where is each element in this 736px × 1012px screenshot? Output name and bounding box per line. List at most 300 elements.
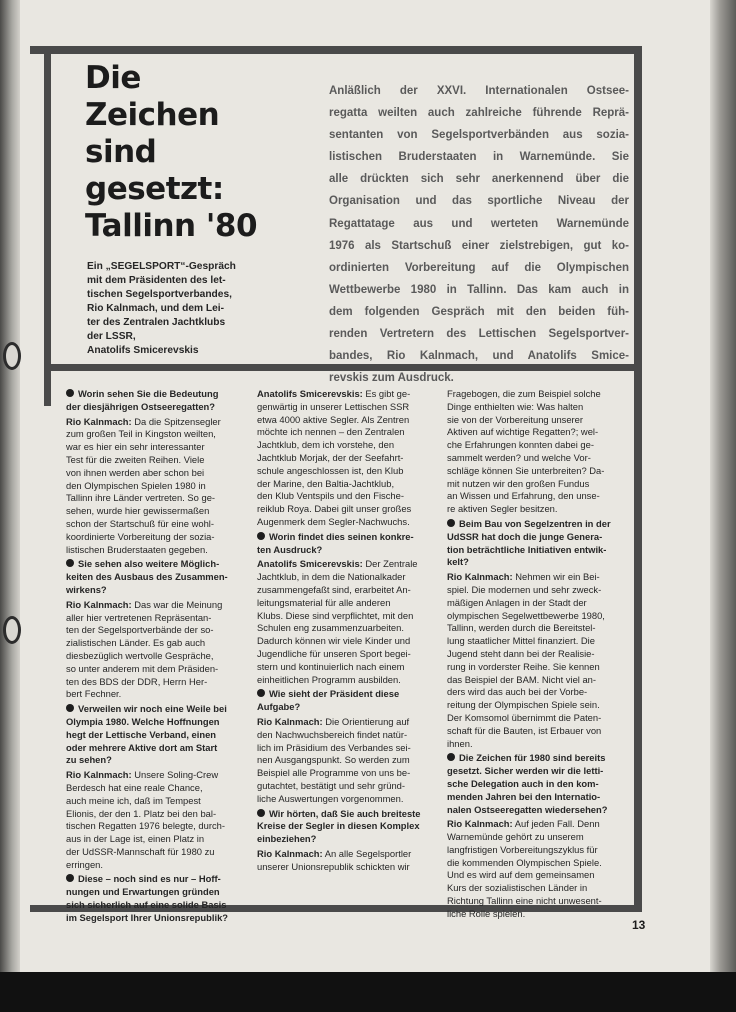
- speaker-name: Rio Kalnmach:: [257, 847, 323, 859]
- line-text: ten der Segelsportverbände der so-: [66, 624, 214, 636]
- line-text: oder mehrere Aktive dort am Start: [66, 741, 218, 753]
- line-text: che Erfahrungen konnten dabei ge-: [447, 439, 594, 451]
- line-text: koordinierte Vorbereitung der sozia-: [66, 530, 215, 542]
- text-line: [66, 676, 247, 689]
- text-line: [66, 754, 247, 767]
- line-text: reitung der Olympischen Spiele sein.: [447, 699, 600, 711]
- text-line: [66, 899, 247, 912]
- article-subtitle: [87, 260, 287, 358]
- text-line: [66, 401, 247, 414]
- speaker-name: Rio Kalnmach:: [447, 571, 513, 583]
- line-text: liche Rolle spielen.: [447, 907, 526, 919]
- intro-line: Wettbewerbe 1980 in Tallinn. Das kam auch in: [329, 283, 629, 296]
- text-line: [66, 886, 247, 899]
- subtitle-line: ter des Zentralen Jachtklubs: [87, 317, 226, 328]
- text-line: [447, 908, 625, 921]
- text-line: [257, 767, 437, 780]
- line-text: war es hier ein sehr interessanter: [66, 441, 205, 453]
- line-text: langfristigen Vorbereitungszyklus für: [447, 843, 598, 855]
- text-line: [257, 688, 437, 701]
- text-line: [66, 650, 247, 663]
- text-line: [257, 584, 437, 597]
- intro-line: renden Vertretern des Lettischen Segelsportver-: [329, 328, 629, 341]
- line-text: Jachtklub, in dem die Nationalkader: [257, 571, 406, 583]
- text-line: [66, 808, 247, 821]
- line-text: Jugendliche für unseren Sport begei-: [257, 647, 411, 659]
- line-text: Aufgabe?: [257, 701, 301, 713]
- text-line: [257, 516, 437, 529]
- binder-ring-icon: [3, 342, 21, 370]
- text-line: [257, 401, 437, 414]
- line-text: Jugend steht dann bei der Realisie-: [447, 647, 595, 659]
- line-text: Schulen eng zusammenzuarbeiten.: [257, 622, 404, 634]
- line-text: stern und kontinuierlich nach einem: [257, 660, 405, 672]
- text-line: [447, 544, 625, 557]
- interview-question: [66, 388, 247, 414]
- text-line: [66, 729, 247, 742]
- speaker-name: Anatolifs Smicerevskis:: [257, 388, 363, 399]
- line-text: von ihnen werden aber schon bei: [66, 466, 205, 478]
- line-text: Fragebogen, die zum Beispiel solche: [447, 388, 601, 399]
- text-line: [447, 752, 625, 765]
- text-line: [447, 571, 625, 584]
- line-text: Das war die Meinung: [131, 598, 223, 610]
- line-text: diesbezüglich wertvolle Gespräche,: [66, 649, 214, 661]
- text-line: [447, 648, 625, 661]
- line-text: Tallinn ihre Länder vertreten. So ge-: [66, 492, 216, 504]
- line-text: auch meine ich, daß im Tempest: [66, 794, 201, 806]
- line-text: Aktiven auf wichtige Regatten?; wel-: [447, 426, 599, 438]
- line-text: sche Delegation auch in den kom-: [447, 777, 599, 789]
- line-text: re aktiven Segler besitzen.: [447, 503, 558, 515]
- intro-line: listischen Bruderstaaten in Warnemünde. Sie: [329, 151, 629, 164]
- text-line: [66, 859, 247, 872]
- line-text: Die Orientierung auf: [322, 715, 410, 727]
- text-line: [66, 833, 247, 846]
- line-text: zialistischen Länder. Es gab auch: [66, 637, 206, 649]
- speaker-name: Anatolifs Smicerevskis:: [257, 558, 363, 570]
- title-line: sind: [85, 134, 157, 170]
- text-line: [447, 556, 625, 569]
- text-line: [447, 712, 625, 725]
- line-text: Es gibt ge-: [362, 388, 411, 399]
- interview-question: [257, 531, 437, 557]
- subtitle-line: mit dem Präsidenten des let-: [87, 275, 226, 286]
- text-line: [447, 388, 625, 401]
- line-text: Wie sieht der Präsident diese: [269, 688, 400, 700]
- line-text: an Wissen und Erfahrung, den unse-: [447, 490, 600, 502]
- line-text: Diese – noch sind es nur – Hoff-: [78, 873, 221, 885]
- frame-rule-top: [30, 46, 641, 54]
- subtitle-line: Ein „SEGELSPORT“-Gespräch: [87, 261, 236, 272]
- text-line: [257, 490, 437, 503]
- text-line: [257, 503, 437, 516]
- text-line: [447, 765, 625, 778]
- line-text: das Beispiel der BAM. Nicht viel an-: [447, 673, 597, 685]
- line-text: rung in vorderster Reihe. Sie kennen: [447, 660, 600, 672]
- line-text: gesetzt. Sicher werden wir die letti-: [447, 765, 604, 777]
- line-text: Warnemünde gehört zu unserem: [447, 831, 584, 843]
- bullet-icon: [257, 689, 265, 697]
- text-line: [447, 844, 625, 857]
- text-line: [257, 414, 437, 427]
- text-line: [66, 518, 247, 531]
- line-text: Worin findet dies seinen konkre-: [269, 530, 414, 542]
- text-line: [66, 612, 247, 625]
- line-text: reiklub Roya. Dabei gilt unser großes: [257, 503, 412, 515]
- text-line: [447, 725, 625, 738]
- text-line: [257, 465, 437, 478]
- line-text: Dinge enthielten wie: Was halten: [447, 400, 584, 412]
- line-text: Worin sehen Sie die Bedeutung: [78, 388, 219, 399]
- bullet-icon: [447, 519, 455, 527]
- interview-answer: [447, 388, 625, 516]
- interview-answer: [66, 416, 247, 557]
- line-text: An alle Segelsportler: [322, 847, 412, 859]
- text-line: [66, 873, 247, 886]
- line-text: der diesjährigen Ostseeregatten?: [66, 400, 216, 412]
- text-line: [66, 584, 247, 597]
- text-line: [257, 571, 437, 584]
- interview-question: [66, 703, 247, 767]
- text-line: [447, 610, 625, 623]
- line-text: tion beträchtliche Initiativen entwik-: [447, 543, 607, 555]
- text-line: [66, 558, 247, 571]
- text-line: [257, 754, 437, 767]
- text-line: [447, 465, 625, 478]
- interview-answer: [257, 716, 437, 806]
- line-text: nen Ausgangspunkt. So werden zum: [257, 754, 410, 766]
- line-text: einbeziehen?: [257, 833, 317, 845]
- text-line: [447, 857, 625, 870]
- interview-answer: [257, 848, 437, 874]
- intro-line: bandes, Rio Kalnmach, und Anatolifs Smice-: [329, 350, 629, 363]
- line-text: hegt der Lettische Verband, einen: [66, 728, 217, 740]
- line-text: Augenmerk dem Segler-Nachwuchs.: [257, 515, 410, 527]
- interview-answer: [66, 769, 247, 871]
- line-text: leitungsmaterial für alle anderen: [257, 596, 391, 608]
- line-text: sich sicherlich auf eine solide Basis: [66, 899, 227, 911]
- text-line: [257, 861, 437, 874]
- text-line: [66, 599, 247, 612]
- line-text: Beispiel alle Programme von uns be-: [257, 767, 411, 779]
- text-line: [257, 558, 437, 571]
- subtitle-line: Rio Kalnmach, und dem Lei-: [87, 303, 224, 314]
- line-text: wirkens?: [66, 583, 107, 595]
- text-line: [257, 674, 437, 687]
- text-line: [66, 742, 247, 755]
- interview-question: [66, 558, 247, 596]
- line-text: der UdSSR-Mannschaft für 1980 zu: [66, 845, 215, 857]
- line-text: listischen Bruderstaaten gegeben.: [66, 543, 208, 555]
- line-text: den Nachwuchsbereich findet natür-: [257, 728, 408, 740]
- line-text: zusammengefaßt sind, erarbeitet An-: [257, 583, 411, 595]
- text-line: [257, 701, 437, 714]
- title-line: gesetzt:: [85, 171, 224, 207]
- text-line: [257, 793, 437, 806]
- page-number: 13: [632, 918, 646, 932]
- line-text: Da die Spitzensegler: [131, 415, 221, 427]
- text-line: [257, 622, 437, 635]
- line-text: Wir hörten, daß Sie auch breiteste: [269, 807, 421, 819]
- text-line: [447, 401, 625, 414]
- line-text: die kommenden Olympischen Spiele.: [447, 856, 602, 868]
- text-line: [66, 663, 247, 676]
- line-text: so unter anderem mit dem Präsiden-: [66, 662, 219, 674]
- text-line: [257, 439, 437, 452]
- interview-question: [66, 873, 247, 924]
- line-text: Unsere Soling-Crew: [131, 769, 219, 781]
- interview-answer: [447, 818, 625, 920]
- line-text: den Olympischen Spielen 1980 in: [66, 479, 206, 491]
- line-text: Richtung Tallinn eine nicht unwesent-: [447, 895, 602, 907]
- line-text: liche Auswertungen vorgenommen.: [257, 792, 404, 804]
- text-line: [257, 848, 437, 861]
- text-line: [447, 635, 625, 648]
- text-line: [66, 637, 247, 650]
- frame-rule-right: [634, 46, 642, 908]
- page-edge-shadow: [710, 0, 736, 972]
- line-text: menden Jahren bei den Internatio-: [447, 790, 601, 802]
- title-line: Tallinn '80: [85, 208, 258, 244]
- line-text: Nehmen wir ein Bei-: [512, 571, 600, 583]
- line-text: ten des BDS der DDR, Herrn Her-: [66, 675, 208, 687]
- scan-border: [0, 972, 736, 1012]
- text-line: [447, 414, 625, 427]
- text-line: [66, 492, 247, 505]
- line-text: schon der Startschuß für eine wohl-: [66, 517, 214, 529]
- line-text: Die Zeichen für 1980 sind bereits: [459, 752, 606, 764]
- text-line: [447, 661, 625, 674]
- interview-answer: [257, 388, 437, 529]
- text-line: [66, 467, 247, 480]
- line-text: der Marine, den Baltia-Jachtklub,: [257, 477, 395, 489]
- text-line: [257, 635, 437, 648]
- text-line: [447, 584, 625, 597]
- line-text: lich im Präsidium des Verbandes sei-: [257, 741, 411, 753]
- text-line: [66, 428, 247, 441]
- text-line: [257, 478, 437, 491]
- text-line: [66, 703, 247, 716]
- line-text: Der Zentrale: [362, 558, 418, 570]
- text-line: [257, 716, 437, 729]
- line-text: Jachtklub, dem ich vorstehe, den: [257, 439, 395, 451]
- intro-line: regatta weilten auch zahlreiche führende Reprä-: [329, 107, 629, 120]
- text-line: [447, 804, 625, 817]
- interview-answer: [257, 558, 437, 686]
- line-text: mit nutzen wir den großen Fundus: [447, 477, 590, 489]
- line-text: sehen, wurde hier gewissermaßen: [66, 505, 210, 517]
- line-text: ten Ausdruck?: [257, 543, 323, 555]
- line-text: Tallinn, werden durch die Bereitstel-: [447, 622, 596, 634]
- text-column-3: [447, 388, 625, 923]
- subtitle-line: der LSSR,: [87, 331, 136, 342]
- text-line: [66, 795, 247, 808]
- line-text: schaft für die Bauten, ist Erbauer von: [447, 724, 602, 736]
- text-line: [447, 882, 625, 895]
- text-line: [447, 895, 625, 908]
- subtitle-line: Anatolifs Smicerevskis: [87, 345, 199, 356]
- line-text: Sie sehen also weitere Möglich-: [78, 558, 220, 570]
- line-text: sie von der Vorbereitung unserer: [447, 413, 584, 425]
- frame-rule-left: [44, 46, 51, 406]
- intro-line: ordinierten Vorbereitung auf die Olympischen: [329, 261, 629, 274]
- text-line: [257, 742, 437, 755]
- interview-answer: [66, 599, 247, 701]
- line-text: Kreise der Segler in diesen Komplex: [257, 820, 420, 832]
- text-line: [66, 820, 247, 833]
- line-text: lung staatlicher Mittel finanziert. Die: [447, 635, 595, 647]
- intro-line: alle drückten sich sehr anerkennend über die: [329, 173, 629, 186]
- text-line: [66, 782, 247, 795]
- text-line: [447, 738, 625, 751]
- text-line: [66, 505, 247, 518]
- line-text: bert Fechner.: [66, 688, 122, 700]
- text-line: [66, 846, 247, 859]
- intro-line: Anläßlich der XXVI. Internationalen Ostsee-: [329, 85, 629, 97]
- text-line: [66, 716, 247, 729]
- line-text: keiten des Ausbaus des Zusammen-: [66, 571, 228, 583]
- line-text: Kurs der sozialistischen Länder in: [447, 882, 588, 894]
- intro-line: revskis zum Ausdruck.: [329, 372, 454, 385]
- text-line: [257, 610, 437, 623]
- intro-line: sentanten von Segelsportverbänden aus sozia-: [329, 129, 629, 142]
- text-line: [257, 452, 437, 465]
- line-text: schläge können Sie unterbreiten? Da-: [447, 464, 605, 476]
- line-text: sammelt werden? und welche Vor-: [447, 451, 591, 463]
- text-line: [447, 426, 625, 439]
- line-text: nungen und Erwartungen gründen: [66, 886, 220, 898]
- line-text: mäßigen Anlagen in der Stadt der: [447, 596, 587, 608]
- title-line: Zeichen: [85, 97, 220, 133]
- text-line: [447, 699, 625, 712]
- text-line: [447, 791, 625, 804]
- bullet-icon: [66, 704, 74, 712]
- line-text: nalen Ostseeregatten wiedersehen?: [447, 803, 608, 815]
- text-line: [257, 426, 437, 439]
- line-text: schule angeschlossen ist, den Klub: [257, 464, 404, 476]
- speaker-name: Rio Kalnmach:: [447, 818, 513, 830]
- intro-line: dem folgenden Gespräch mit den beiden füh-: [329, 305, 629, 318]
- line-text: ders wird das auch bei der Vorbe-: [447, 686, 588, 698]
- article-intro: [329, 80, 629, 389]
- line-text: genwärtig in unserer Lettischen SSR: [257, 400, 410, 412]
- line-text: Olympia 1980. Welche Hoffnungen: [66, 715, 220, 727]
- line-text: tischen Regatten 1976 belegte, durch-: [66, 820, 225, 832]
- line-text: UdSSR hat doch die junge Genera-: [447, 530, 603, 542]
- subtitle-line: tischen Segelsportverbandes,: [87, 289, 232, 300]
- book-spine-shadow: [0, 0, 20, 972]
- text-column-1: [66, 388, 247, 927]
- text-line: [257, 531, 437, 544]
- text-line: [66, 441, 247, 454]
- line-text: Klubs. Diese sind verpflichtet, mit den: [257, 609, 414, 621]
- text-line: [257, 544, 437, 557]
- line-text: Und es wird auf dem gemeinsamen: [447, 869, 595, 881]
- text-line: [447, 778, 625, 791]
- intro-line: Regattatage aus und werteten Warnemünde: [329, 217, 629, 230]
- binder-ring-icon: [3, 616, 21, 644]
- article-title: [85, 60, 285, 245]
- line-text: ihnen.: [447, 737, 473, 749]
- text-line: [66, 388, 247, 401]
- text-line: [257, 820, 437, 833]
- text-line: [257, 388, 437, 401]
- bullet-icon: [66, 874, 74, 882]
- interview-answer: [447, 571, 625, 750]
- text-line: [447, 674, 625, 687]
- line-text: möchte ich nennen – den Zentralen: [257, 426, 405, 438]
- speaker-name: Rio Kalnmach:: [66, 769, 132, 781]
- bullet-icon: [66, 389, 74, 397]
- line-text: Auf jeden Fall. Denn: [512, 818, 600, 830]
- text-line: [66, 571, 247, 584]
- line-text: gutachtet, bestätigt und sehr gründ-: [257, 779, 406, 791]
- line-text: Jachtklub Morjak, der der Seefahrt-: [257, 451, 404, 463]
- speaker-name: Rio Kalnmach:: [66, 415, 132, 427]
- bullet-icon: [257, 809, 265, 817]
- line-text: den Klub Ventspils und den Fische-: [257, 490, 404, 502]
- line-text: Berdesch hat eine reale Chance,: [66, 781, 203, 793]
- line-text: spiel. Die modernen und sehr zweck-: [447, 583, 602, 595]
- speaker-name: Rio Kalnmach:: [257, 715, 323, 727]
- interview-question: [257, 808, 437, 846]
- text-line: [66, 416, 247, 429]
- line-text: Dadurch können wir viele Kinder und: [257, 635, 411, 647]
- title-line: Die: [85, 60, 141, 96]
- text-line: [257, 729, 437, 742]
- bullet-icon: [66, 559, 74, 567]
- text-line: [257, 808, 437, 821]
- bullet-icon: [257, 532, 265, 540]
- text-line: [257, 597, 437, 610]
- text-line: [66, 688, 247, 701]
- interview-question: [447, 518, 625, 569]
- text-line: [447, 518, 625, 531]
- line-text: Der Komsomol übernimmt die Paten-: [447, 711, 602, 723]
- text-line: [257, 661, 437, 674]
- text-line: [447, 622, 625, 635]
- text-line: [447, 478, 625, 491]
- text-line: [257, 648, 437, 661]
- line-text: kelt?: [447, 556, 469, 568]
- text-line: [447, 597, 625, 610]
- line-text: einheitlichen Programm ausbilden.: [257, 673, 401, 685]
- text-line: [257, 780, 437, 793]
- line-text: unserer Unionsrepublik schickten wir: [257, 860, 410, 872]
- text-line: [66, 912, 247, 925]
- interview-question: [447, 752, 625, 816]
- line-text: zum großen Teil in Kingston weilten,: [66, 428, 216, 440]
- text-line: [447, 490, 625, 503]
- intro-line: 1976 als Startschuß einer zielstrebigen, gut ko-: [329, 239, 629, 252]
- line-text: aus in der Lage ist, einen Platz in: [66, 833, 205, 845]
- line-text: Test für die zweiten Reihen. Viele: [66, 453, 205, 465]
- text-line: [66, 454, 247, 467]
- line-text: erringen.: [66, 858, 104, 870]
- text-line: [447, 686, 625, 699]
- line-text: Verweilen wir noch eine Weile bei: [78, 703, 227, 715]
- line-text: Beim Bau von Segelzentren in der: [459, 517, 611, 529]
- line-text: Elionis, der den 1. Platz bei den bal-: [66, 807, 217, 819]
- text-line: [447, 818, 625, 831]
- text-line: [447, 869, 625, 882]
- bullet-icon: [447, 753, 455, 761]
- text-line: [447, 439, 625, 452]
- text-line: [447, 452, 625, 465]
- line-text: olympischen Segelwettbewerbe 1980,: [447, 609, 605, 621]
- intro-line: Organisation und das sportliche Niveau der: [329, 195, 629, 208]
